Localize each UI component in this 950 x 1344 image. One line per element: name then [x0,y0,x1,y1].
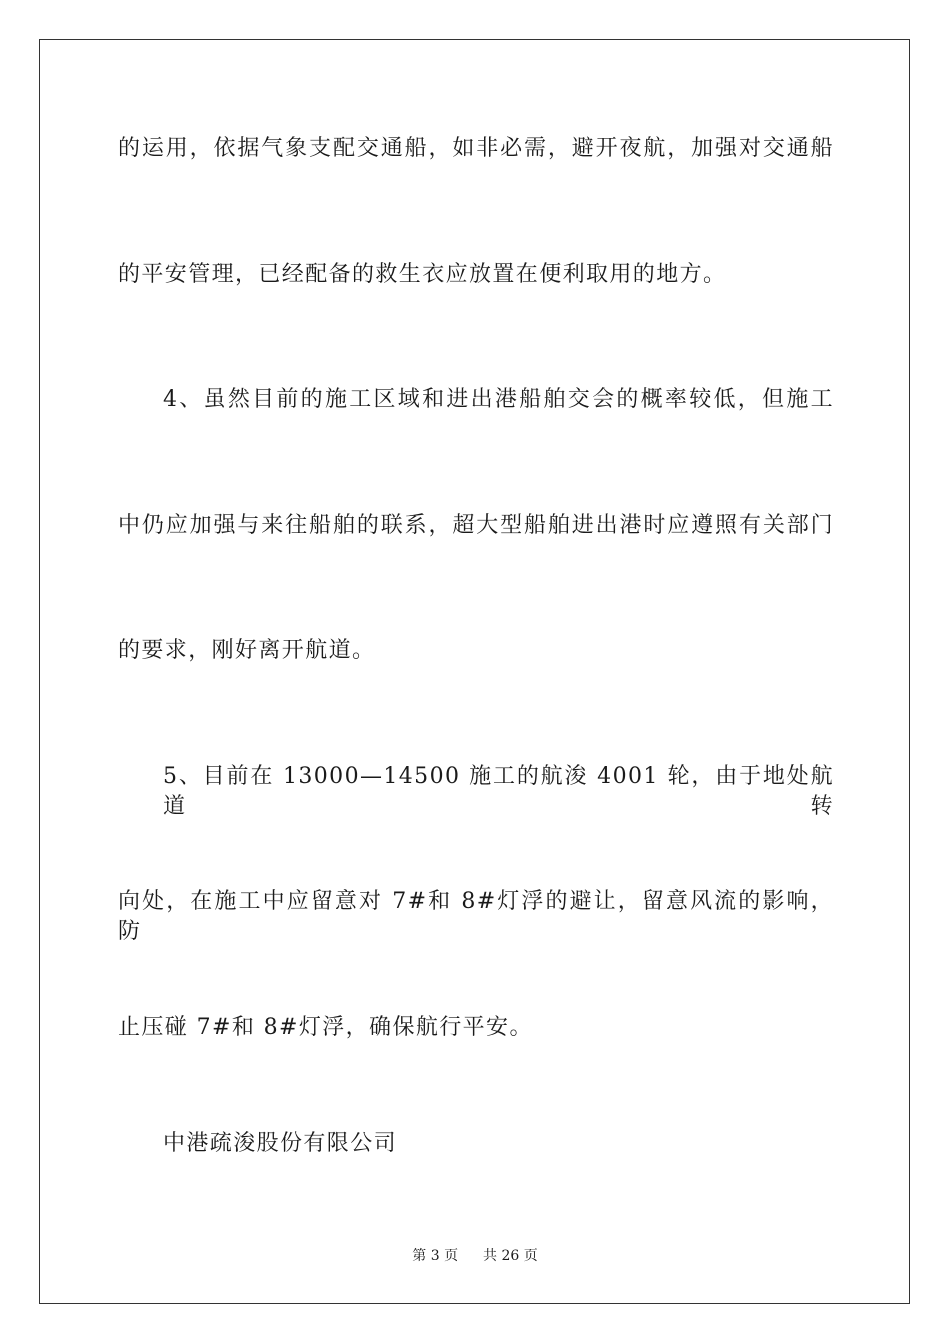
company-signature: 中港疏浚股份有限公司 [163,1131,398,1156]
page-border [39,39,910,1304]
body-text-line: 的平安管理，已经配备的救生衣应放置在便利取用的地方。 [118,262,727,287]
body-text-line: 的运用，依据气象支配交通船，如非必需，避开夜航，加强对交通船 [118,136,834,161]
body-text-line: 的要求，刚好离开航道。 [118,638,376,663]
body-text-line: 中仍应加强与来往船舶的联系，超大型船舶进出港时应遵照有关部门 [118,513,834,538]
page-number: 第 3 页 [412,1248,459,1264]
page-footer [0,1245,950,1265]
body-text-line: 向处，在施工中应留意对 7#和 8#灯浮的避让，留意风流的影响，防 [118,889,834,944]
body-text-line: 4、虽然目前的施工区域和进出港船舶交会的概率较低，但施工 [163,387,834,412]
page-total: 共 26 页 [483,1248,538,1264]
body-text-line: 5、目前在 13000—14500 施工的航浚 4001 轮，由于地处航道转 [163,764,834,819]
body-text-line: 止压碰 7#和 8#灯浮，确保航行平安。 [118,1015,533,1040]
